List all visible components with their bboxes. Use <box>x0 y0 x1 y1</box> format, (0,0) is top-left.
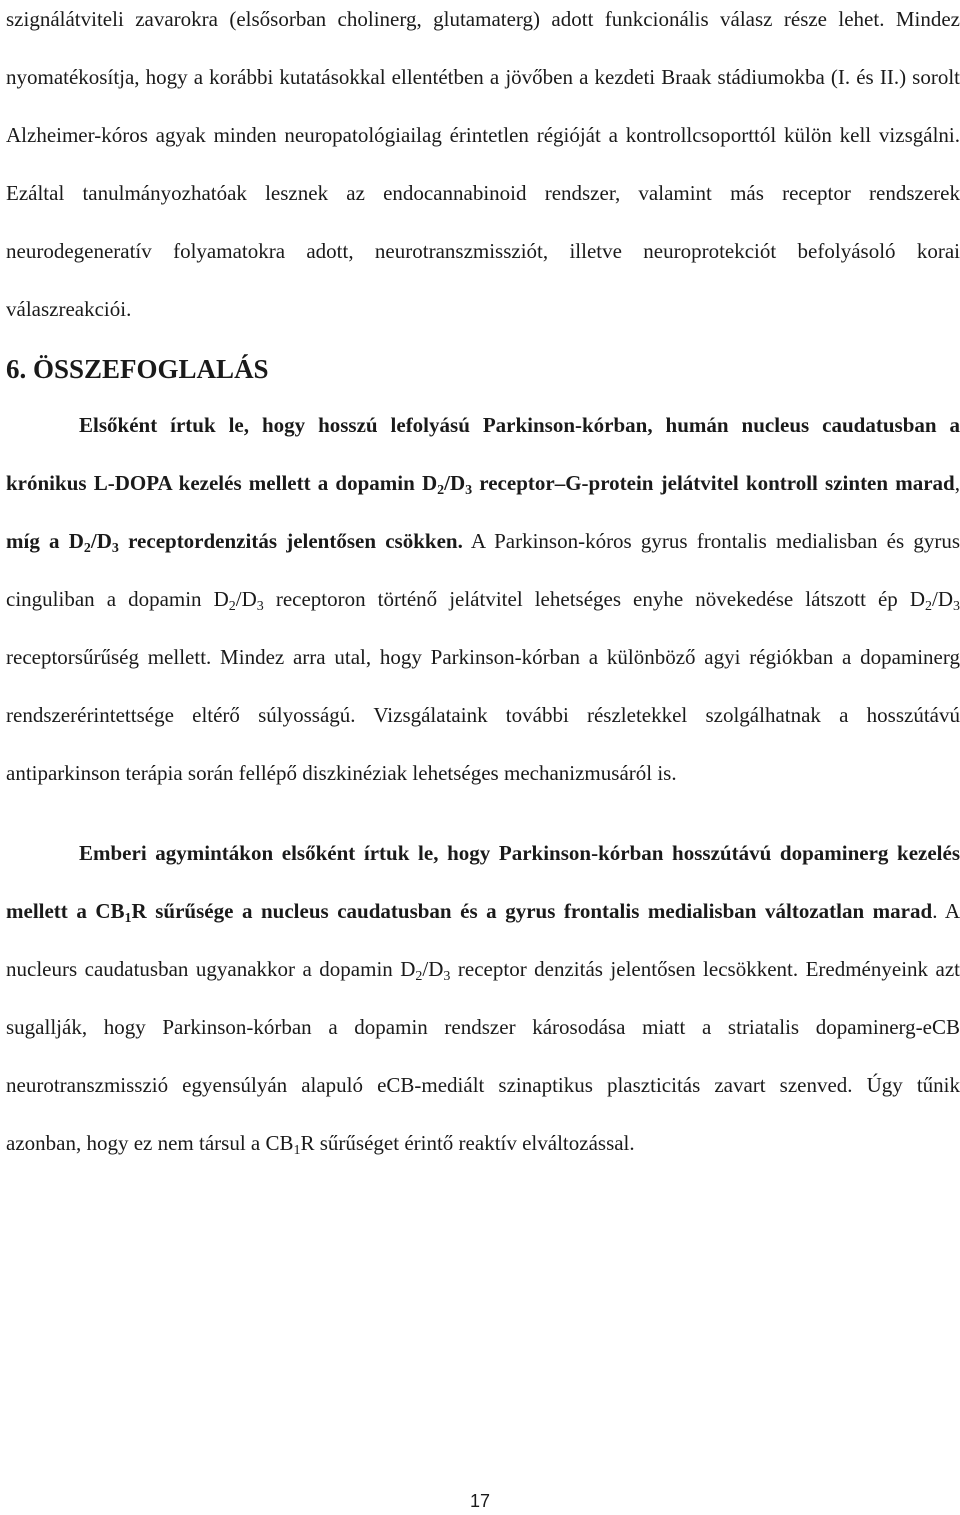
text-run: /D <box>235 587 257 611</box>
text-run: /D <box>932 587 953 611</box>
page-number: 17 <box>469 1491 491 1511</box>
bold-finding-3 <box>6 841 960 926</box>
text-run: receptor–G-protein jelátvitel kontroll szinten marad <box>472 471 955 495</box>
text-run: receptorsűrűség mellett. Mindez arra utal, hogy Parkinson-kórban a különböző agyi régiókban a dopaminerg rendszerérintettsége eltérő súlyosságú. Vizsgálataink további részletekkel szolgálhatnak a hosszútávú antiparkinson terápia során fellépő diszkinéziak lehetséges mechanizmusáról is. <box>6 645 960 785</box>
subscript: 3 <box>256 599 264 614</box>
summary-paragraph-1 <box>6 396 960 802</box>
text-run: , <box>954 471 960 495</box>
subscript: 3 <box>111 541 119 556</box>
text-run: A Parkinson-kóros gyrus frontalis medialisban és gyrus cinguliban a dopamin D <box>6 529 960 611</box>
text-run: receptor denzitás jelentősen lecsökkent. Eredményeink azt sugallják, hogy Parkinson-kórban a dopamin rendszer károsodása miatt a striatalis dopaminerg-eCB neurotranszmisszió egyensúlyán alapuló eCB-mediált szinaptikus plaszticitás zavart szenved. Úgy tűnik azonban, hogy ez nem társul a CB <box>6 957 960 1155</box>
paragraph-text: szignálátviteli zavarokra (elsősorban cholinerg, glutamaterg) adott funkcionális válasz része lehet. Mindez nyomatékosítja, hogy a korábbi kutatásokkal ellentétben a jövőben a kezdeti Braak stádiumokba (I. és II.) sorolt Alzheimer-kóros agyak minden neuropatológiailag érintetlen régióját a kontrollcsoporttól külön kell vizsgálni. Ezáltal tanulmányozhatóak lesznek az endocannabinoid rendszer, valamint más receptor rendszerek neurodegeneratív folyamatokra adott, neurotranszmissziót, illetve neuroprotekciót befolyásoló korai válaszreakciói. <box>6 7 960 321</box>
text-run: /D <box>422 957 444 981</box>
subscript: 3 <box>443 969 451 984</box>
bold-finding-1 <box>6 413 960 498</box>
text-run: Elsőként írtuk le, hogy hosszú lefolyású Parkinson-kórban, humán nucleus caudatusban a krónikus L-DOPA kezelés mellett a dopamin D <box>6 413 960 495</box>
subscript: 3 <box>465 483 473 498</box>
subscript: 2 <box>228 599 236 614</box>
subscript: 3 <box>953 599 960 614</box>
text-run: R sűrűséget érintő reaktív elváltozással. <box>300 1131 635 1155</box>
paragraph-gap <box>6 802 960 824</box>
subscript: 2 <box>83 541 91 556</box>
paragraph-continuation <box>6 0 960 338</box>
text-run: /D <box>444 471 466 495</box>
subscript: 2 <box>925 599 932 614</box>
subscript: 2 <box>437 483 445 498</box>
text-run: A nucleurs caudatusban ugyanakkor a dopamin D <box>6 899 960 981</box>
bold-finding-2 <box>6 529 463 556</box>
document-page <box>6 0 960 1515</box>
text-run: R sűrűsége a nucleus caudatusban és a gyrus frontalis medialisban változatlan marad <box>131 899 933 923</box>
text-run: . <box>932 899 938 923</box>
summary-paragraph-2 <box>6 824 960 1172</box>
subscript: 1 <box>124 911 132 926</box>
subscript: 2 <box>415 969 423 984</box>
text-run: /D <box>90 529 112 553</box>
text-run: receptoron történő jelátvitel lehetséges enyhe növekedése látszott ép D <box>263 587 925 611</box>
section-heading: 6. ÖSSZEFOGLALÁS <box>6 354 269 384</box>
text-run: míg a D <box>6 529 84 553</box>
subscript: 1 <box>293 1143 301 1158</box>
text-run: Emberi agymintákon elsőként írtuk le, hogy Parkinson-kórban hosszútávú dopaminerg kezelés mellett a CB <box>6 841 960 923</box>
text-run: receptordenzitás jelentősen csökken. <box>118 529 463 553</box>
